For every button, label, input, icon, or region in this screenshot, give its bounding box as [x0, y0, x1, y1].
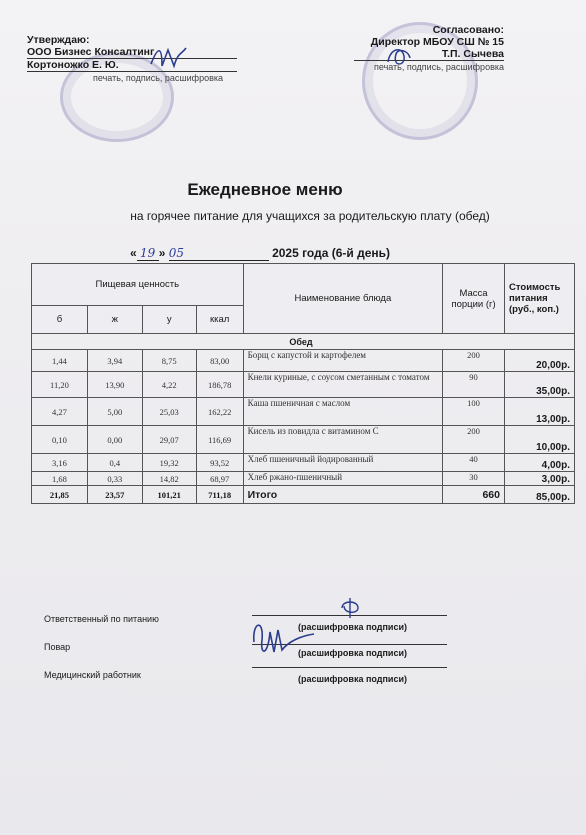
cell-mass: 200 — [443, 426, 505, 454]
cell-dish: Хлеб пшеничный йодированный — [243, 454, 442, 472]
menu-row — [32, 472, 575, 486]
sig-role-food: Ответственный по питанию — [44, 614, 159, 624]
approval-signature — [148, 44, 188, 75]
menu-row — [32, 350, 575, 372]
cell-kcal: 93,52 — [196, 454, 243, 472]
total-u: 101,21 — [142, 486, 196, 504]
cell-b: 0,10 — [32, 426, 88, 454]
sig-caption-cook: (расшифровка подписи) — [298, 648, 407, 658]
menu-row — [32, 372, 575, 398]
cell-dish: Хлеб ржано-пшеничный — [243, 472, 442, 486]
total-price: 85,00р. — [505, 486, 575, 504]
cell-mass: 100 — [443, 398, 505, 426]
date-line — [130, 246, 390, 261]
cell-u: 4,22 — [142, 372, 196, 398]
header-cost: Стоимость питания (руб., коп.) — [505, 264, 575, 334]
sig-caption-medic: (расшифровка подписи) — [298, 674, 407, 684]
date-year: 2025 года (6-й день) — [272, 246, 391, 260]
approval-caption: печать, подпись, расшифровка — [93, 73, 224, 83]
agreement-signature — [384, 44, 414, 75]
cell-price: 13,00р. — [505, 398, 575, 426]
menu-row — [32, 398, 575, 426]
approval-org: ООО Бизнес Консалтинг — [27, 46, 237, 59]
header-kcal: ккал — [196, 306, 243, 334]
date-open-quote: « — [130, 246, 137, 260]
date-close-quote: » — [158, 246, 166, 260]
cell-kcal: 83,00 — [196, 350, 243, 372]
food-signature — [338, 596, 362, 625]
date-day: 19 — [137, 246, 159, 261]
agreement-label: Согласовано: — [432, 24, 504, 36]
cell-price: 4,00р. — [505, 454, 575, 472]
agreement-caption: печать, подпись, расшифровка — [373, 62, 504, 72]
cell-zh: 3,94 — [87, 350, 142, 372]
cell-b: 1,68 — [32, 472, 88, 486]
cell-zh: 5,00 — [87, 398, 142, 426]
menu-row — [32, 426, 575, 454]
approval-person: Кортоножко Е. Ю. — [27, 59, 237, 72]
cell-mass: 200 — [443, 350, 505, 372]
header-dish: Наименование блюда — [243, 264, 442, 334]
cell-dish: Борщ с капустой и картофелем — [243, 350, 442, 372]
cell-zh: 0,33 — [87, 472, 142, 486]
sig-role-medic: Медицинский работник — [44, 670, 141, 680]
cell-u: 25,03 — [142, 398, 196, 426]
cell-mass: 40 — [443, 454, 505, 472]
section-title: Обед — [32, 334, 575, 350]
total-kcal: 711,18 — [196, 486, 243, 504]
cell-price: 10,00р. — [505, 426, 575, 454]
cell-price: 20,00р. — [505, 350, 575, 372]
cell-u: 19,32 — [142, 454, 196, 472]
sig-line-medic — [252, 667, 447, 668]
cell-mass: 90 — [443, 372, 505, 398]
page-subtitle: на горячее питание для учащихся за родительскую плату (обед) — [130, 209, 490, 223]
agreement-block — [354, 24, 504, 73]
cell-dish: Кисель из повидла с витамином С — [243, 426, 442, 454]
cell-kcal: 162,22 — [196, 398, 243, 426]
cook-signature — [248, 612, 318, 667]
cell-dish: Кнели куриные, с соусом сметанным с томатом — [243, 372, 442, 398]
cell-u: 14,82 — [142, 472, 196, 486]
agreement-person: Т.П. Сычева — [354, 48, 504, 61]
cell-zh: 0,4 — [87, 454, 142, 472]
total-mass: 660 — [443, 486, 505, 504]
agreement-org: Директор МБОУ СШ № 15 — [370, 36, 504, 48]
cell-kcal: 68,97 — [196, 472, 243, 486]
cell-b: 11,20 — [32, 372, 88, 398]
total-zh: 23,57 — [87, 486, 142, 504]
header-zh: ж — [87, 306, 142, 334]
total-b: 21,85 — [32, 486, 88, 504]
cell-b: 3,16 — [32, 454, 88, 472]
cell-b: 4,27 — [32, 398, 88, 426]
cell-u: 29,07 — [142, 426, 196, 454]
cell-u: 8,75 — [142, 350, 196, 372]
header-u: у — [142, 306, 196, 334]
cell-kcal: 186,78 — [196, 372, 243, 398]
cell-zh: 13,90 — [87, 372, 142, 398]
cell-dish: Каша пшеничная с маслом — [243, 398, 442, 426]
cell-mass: 30 — [443, 472, 505, 486]
approval-block — [27, 34, 237, 84]
date-month: 05 — [169, 246, 269, 261]
page-title: Ежедневное меню — [187, 180, 343, 199]
cell-price: 3,00р. — [505, 472, 575, 486]
cell-kcal: 116,69 — [196, 426, 243, 454]
header-mass: Масса порции (г) — [443, 264, 505, 334]
sig-role-cook: Повар — [44, 642, 71, 652]
total-row — [32, 486, 575, 504]
total-label: Итого — [243, 486, 442, 504]
menu-table — [31, 263, 575, 504]
cell-price: 35,00р. — [505, 372, 575, 398]
menu-row — [32, 454, 575, 472]
approval-label: Утверждаю: — [27, 34, 90, 46]
sig-caption-food: (расшифровка подписи) — [298, 622, 407, 632]
header-nutrition: Пищевая ценность — [32, 264, 244, 306]
header-b: б — [32, 306, 88, 334]
cell-zh: 0,00 — [87, 426, 142, 454]
cell-b: 1,44 — [32, 350, 88, 372]
